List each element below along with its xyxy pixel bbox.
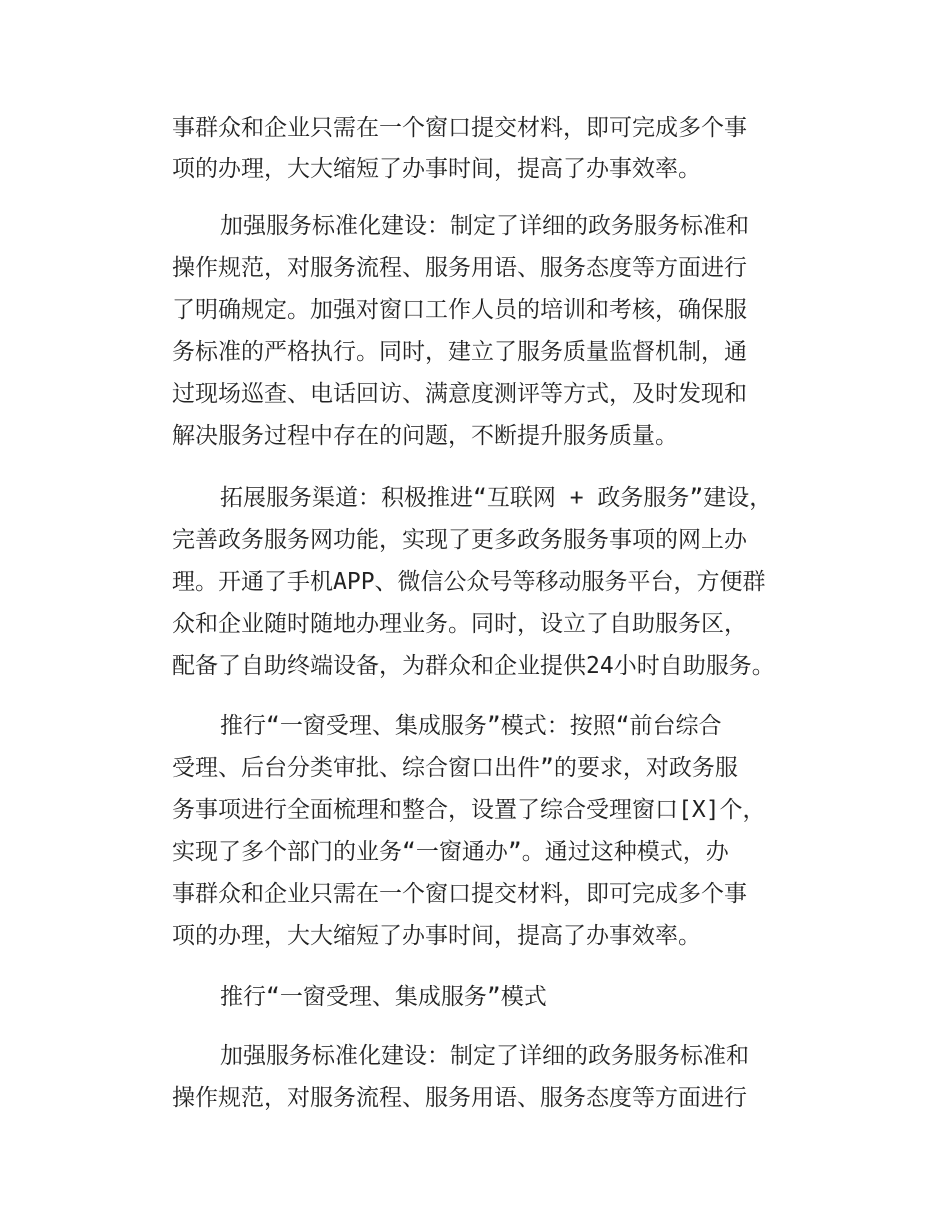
text-line: 众和企业随时随地办理业务。同时，设立了自助服务区， (172, 611, 747, 637)
text-line: 完善政务服务网功能，实现了更多政务服务事项的网上办 (172, 527, 747, 553)
text-line: 务标准的严格执行。同时，建立了服务质量监督机制，通 (172, 339, 747, 365)
text-line: 受理、后台分类审批、综合窗口出件”的要求，对政务服 (172, 755, 738, 781)
text-line: 推行“一窗受理、集成服务”模式：按照“前台综合 (220, 713, 722, 739)
text-line: 加强服务标准化建设：制定了详细的政务服务标准和 (220, 1043, 749, 1069)
text-line: 了明确规定。加强对窗口工作人员的培训和考核，确保服 (172, 297, 747, 323)
text-line: 理。开通了手机APP、微信公众号等移动服务平台，方便群 (172, 569, 766, 595)
text-line: 实现了多个部门的业务“一窗通办”。通过这种模式，办 (172, 839, 729, 865)
text-line: 务事项进行全面梳理和整合，设置了综合受理窗口[X]个， (172, 797, 766, 823)
text-line: 推行“一窗受理、集成服务”模式 (220, 984, 547, 1010)
text-line: 事群众和企业只需在一个窗口提交材料，即可完成多个事 (172, 881, 747, 907)
text-line: 事群众和企业只需在一个窗口提交材料，即可完成多个事 (172, 115, 747, 141)
text-line: 过现场巡查、电话回访、满意度测评等方式，及时发现和 (172, 381, 747, 407)
text-line: 项的办理，大大缩短了办事时间，提高了办事效率。 (172, 923, 701, 949)
text-line: 操作规范，对服务流程、服务用语、服务态度等方面进行 (172, 255, 747, 281)
text-line: 项的办理，大大缩短了办事时间，提高了办事效率。 (172, 156, 701, 182)
text-line: 解决服务过程中存在的问题，不断提升服务质量。 (172, 423, 678, 449)
text-line: 拓展服务渠道：积极推进“互联网 + 政务服务”建设， (220, 485, 773, 511)
text-line: 加强服务标准化建设：制定了详细的政务服务标准和 (220, 213, 749, 239)
text-line: 配备了自助终端设备，为群众和企业提供24小时自助服务。 (172, 653, 775, 679)
text-line: 操作规范，对服务流程、服务用语、服务态度等方面进行 (172, 1085, 747, 1111)
